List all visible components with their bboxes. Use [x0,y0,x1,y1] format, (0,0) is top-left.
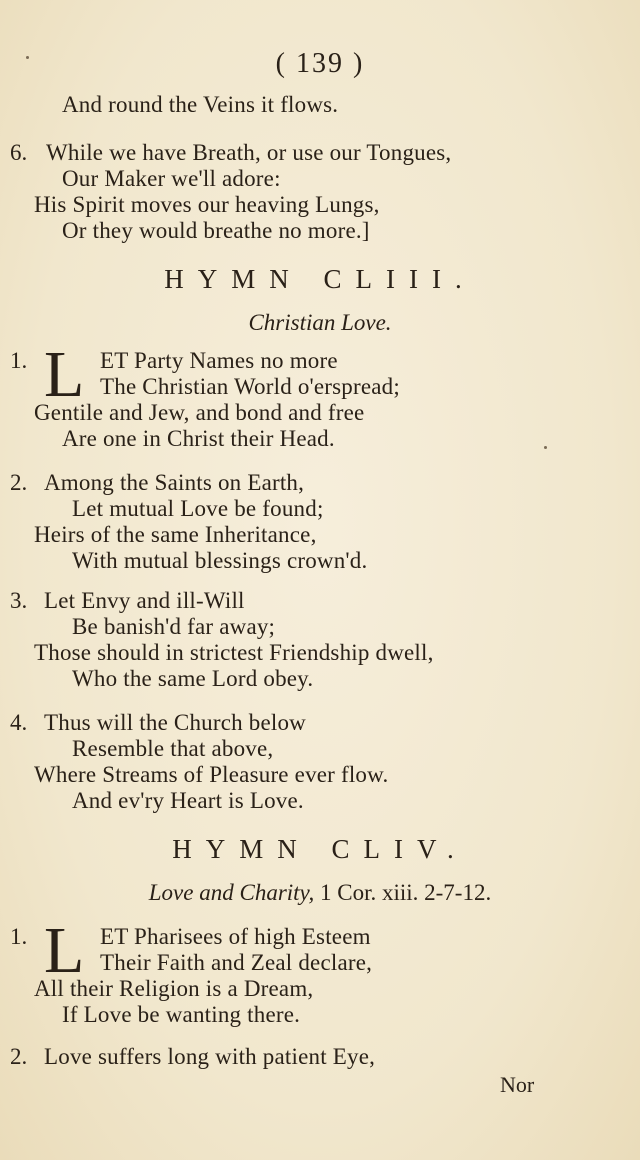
verse-line: Love suffers long with patient Eye, [44,1044,376,1069]
verse-line: And ev'ry Heart is Love. [72,788,304,813]
verse-line: Among the Saints on Earth, [44,470,305,495]
verse-line: Or they would breathe no more.] [62,218,370,243]
hymn-title: HYMN CLIII. [164,264,476,294]
stanza-number: 4. [10,710,28,735]
stanza-number: 2. [10,470,28,495]
verse-line: Let mutual Love be found; [72,496,324,521]
stanza-number: 3. [10,588,28,613]
verse-line: Their Faith and Zeal declare, [100,950,373,975]
verse-line: Are one in Christ their Head. [62,426,335,451]
paper-speck [26,56,29,59]
stanza-number: 1. [10,924,28,949]
paper-speck [544,446,547,449]
stanza-number: 6. [10,140,28,165]
verse-line: Thus will the Church below [44,710,306,735]
verse-line: If Love be wanting there. [62,1002,301,1027]
page-number: ( 139 ) [275,48,365,79]
stanza-number: 1. [10,348,28,373]
drop-cap: L [44,338,85,411]
verse-line: Those should in strictest Friendship dwell, [34,640,434,665]
verse-line: Our Maker we'll adore: [62,166,281,191]
hymn-subtitle [0,880,640,906]
verse-line: ET Party Names no more [100,348,338,373]
verse-line: With mutual blessings crown'd. [72,548,368,573]
hymn-title: HYMN CLIV. [172,834,468,864]
hymn-subtitle-italic: Love and Charity, [148,880,315,905]
verse-line: Let Envy and ill-Will [44,588,245,613]
verse-line: All their Religion is a Dream, [34,976,314,1001]
verse-line: The Christian World o'erspread; [100,374,400,399]
drop-cap: L [44,914,85,987]
stanza-number: 2. [10,1044,28,1069]
verse-line: ET Pharisees of high Esteem [100,924,371,949]
hymn-subtitle-reference: 1 Cor. xiii. 2-7-12. [320,880,492,905]
verse-line: Heirs of the same Inheritance, [34,522,317,547]
verse-line: And round the Veins it flows. [62,92,339,117]
verse-line: Be banish'd far away; [72,614,276,639]
verse-line: Where Streams of Pleasure ever flow. [34,762,389,787]
verse-line: Resemble that above, [72,736,274,761]
verse-line: While we have Breath, or use our Tongues, [46,140,452,165]
verse-line: Who the same Lord obey. [72,666,314,691]
hymn-subtitle: Christian Love. [248,310,392,335]
verse-line: Gentile and Jew, and bond and free [34,400,365,425]
catchword: Nor [500,1072,535,1097]
verse-line: His Spirit moves our heaving Lungs, [34,192,380,217]
